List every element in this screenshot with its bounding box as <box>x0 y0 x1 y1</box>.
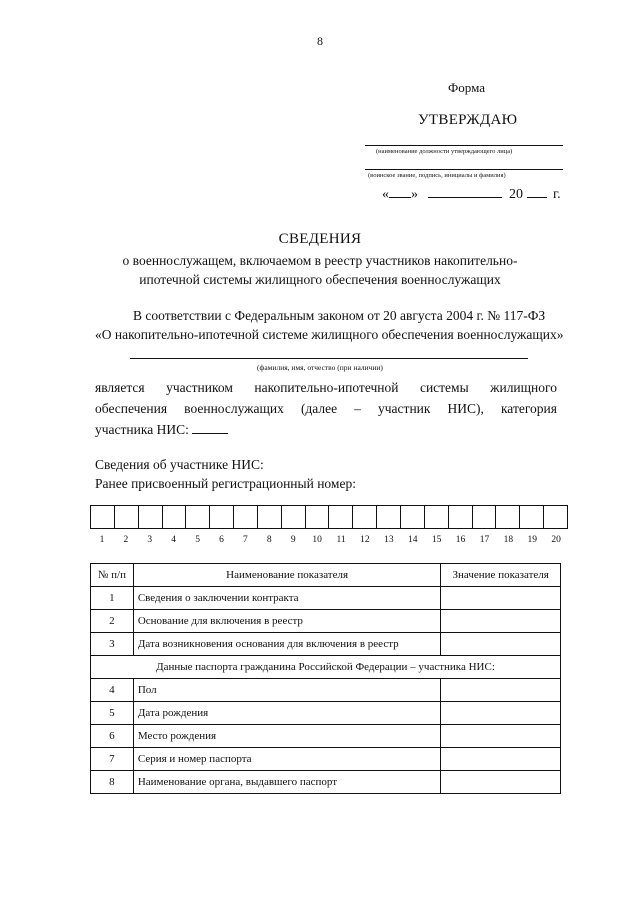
reg-position: 6 <box>219 535 224 545</box>
reg-position: 10 <box>312 535 322 545</box>
word: категория <box>500 401 557 416</box>
row-number: 7 <box>91 748 134 771</box>
table-row <box>91 610 561 633</box>
reg-position: 9 <box>290 535 296 545</box>
approval-date <box>382 184 561 203</box>
table-row <box>91 702 561 725</box>
header-number: № п/п <box>91 564 134 587</box>
category-label: участника НИС: <box>95 422 189 437</box>
row-name: Место рождения <box>133 725 441 748</box>
row-value <box>441 610 561 633</box>
reg-position: 5 <box>195 535 200 545</box>
date-close-quote: » <box>411 187 418 202</box>
page-number: 8 <box>317 34 323 48</box>
word: жилищного <box>490 380 557 395</box>
reg-position: 1 <box>99 535 105 545</box>
row-number: 5 <box>91 702 134 725</box>
word: накопительно-ипотечной <box>254 380 399 395</box>
day-blank <box>389 184 411 198</box>
indicators-table <box>90 563 561 794</box>
row-value <box>441 702 561 725</box>
reg-position: 14 <box>407 535 418 545</box>
reg-cell <box>258 506 282 528</box>
reg-cell <box>234 506 258 528</box>
header-indicator-name: Наименование показателя <box>133 564 441 587</box>
reg-cell <box>210 506 234 528</box>
year-blank <box>527 184 547 198</box>
year-suffix: г. <box>553 187 561 202</box>
intro-line-1: В соответствии с Федеральным законом от 20 августа 2004 г. № 117-ФЗ <box>133 308 546 323</box>
intro-line-2: «О накопительно-ипотечной системе жилищного обеспечения военнослужащих» <box>95 327 564 342</box>
table-row <box>91 771 561 794</box>
body-line-2 <box>95 401 557 417</box>
fio-line <box>130 358 528 359</box>
reg-position: 13 <box>384 535 394 545</box>
row-name: Пол <box>133 679 441 702</box>
header-indicator-value: Значение показателя <box>441 564 561 587</box>
table-header-row <box>91 564 561 587</box>
approve-heading: УТВЕРЖДАЮ <box>418 112 518 128</box>
row-number: 8 <box>91 771 134 794</box>
table-row <box>91 633 561 656</box>
row-number: 2 <box>91 610 134 633</box>
reg-cell <box>544 506 567 528</box>
reg-cell <box>91 506 115 528</box>
row-number: 1 <box>91 587 134 610</box>
reg-cell <box>449 506 473 528</box>
word: военнослужащих <box>184 401 284 416</box>
reg-cell <box>115 506 139 528</box>
row-value <box>441 587 561 610</box>
caption-position: (наименование должности утверждающего лица) <box>376 148 513 155</box>
caption-fio: (фамилия, имя, отчество (при наличии) <box>257 363 383 372</box>
row-name: Дата рождения <box>133 702 441 725</box>
row-value <box>441 679 561 702</box>
reg-cell <box>377 506 401 528</box>
reg-cell <box>329 506 353 528</box>
reg-cell <box>353 506 377 528</box>
reg-position: 2 <box>123 535 129 545</box>
reg-position: 20 <box>551 535 561 545</box>
month-blank <box>428 184 502 198</box>
table-row <box>91 679 561 702</box>
reg-cell <box>425 506 449 528</box>
row-number: 4 <box>91 679 134 702</box>
word: (далее <box>300 401 338 416</box>
participant-info-label: Сведения об участнике НИС: <box>95 457 264 472</box>
body-line-3 <box>95 421 228 438</box>
table-row <box>91 748 561 771</box>
table-section-row <box>91 656 561 679</box>
reg-position-numbers <box>90 535 568 545</box>
row-value <box>441 633 561 656</box>
category-blank <box>192 421 228 434</box>
row-value <box>441 725 561 748</box>
document-title: СВЕДЕНИЯ <box>278 231 362 247</box>
reg-position: 18 <box>503 535 514 545</box>
reg-cell <box>496 506 520 528</box>
reg-cell <box>473 506 497 528</box>
row-name: Дата возникновения основания для включения в реестр <box>133 633 441 656</box>
row-name: Основание для включения в реестр <box>133 610 441 633</box>
row-name: Серия и номер паспорта <box>133 748 441 771</box>
rank-signature-line <box>365 169 563 170</box>
reg-cell <box>520 506 544 528</box>
body-line-1 <box>95 380 557 396</box>
row-value <box>441 748 561 771</box>
row-value <box>441 771 561 794</box>
reg-cell <box>306 506 330 528</box>
reg-number-boxes <box>90 505 568 529</box>
reg-position: 8 <box>266 535 272 545</box>
subtitle-line-1: о военнослужащем, включаемом в реестр участников накопительно- <box>122 253 518 268</box>
reg-position: 4 <box>171 535 177 545</box>
reg-position: 12 <box>360 535 370 545</box>
caption-rank: (воинское звание, подпись, инициалы и фамилия) <box>368 172 506 179</box>
reg-position: 17 <box>479 535 490 545</box>
reg-position: 15 <box>431 535 442 545</box>
table-row <box>91 587 561 610</box>
word: системы <box>419 380 469 395</box>
row-name: Сведения о заключении контракта <box>133 587 441 610</box>
reg-cell <box>401 506 425 528</box>
reg-cell <box>186 506 210 528</box>
reg-position: 19 <box>527 535 538 545</box>
reg-cell <box>282 506 306 528</box>
word: НИС), <box>447 401 484 416</box>
year-prefix: 20 <box>509 187 523 202</box>
reg-cell <box>139 506 163 528</box>
word: участник <box>378 401 431 416</box>
reg-position: 7 <box>243 535 248 545</box>
date-open-quote: « <box>382 187 389 202</box>
word: является <box>95 380 145 395</box>
row-name: Наименование органа, выдавшего паспорт <box>133 771 441 794</box>
row-number: 6 <box>91 725 134 748</box>
reg-cell <box>163 506 187 528</box>
word: обеспечения <box>95 401 168 416</box>
passport-section-title: Данные паспорта гражданина Российской Федерации – участника НИС: <box>91 656 561 679</box>
reg-number-label: Ранее присвоенный регистрационный номер: <box>95 476 356 491</box>
subtitle-line-2: ипотечной системы жилищного обеспечения военнослужащих <box>139 272 501 287</box>
form-label: Форма <box>448 80 485 95</box>
reg-position: 3 <box>147 535 153 545</box>
position-signature-line <box>365 145 563 146</box>
word: – <box>354 401 361 416</box>
reg-position: 16 <box>455 535 466 545</box>
word: участником <box>166 380 233 395</box>
row-number: 3 <box>91 633 134 656</box>
table-row <box>91 725 561 748</box>
reg-position: 11 <box>336 535 346 545</box>
